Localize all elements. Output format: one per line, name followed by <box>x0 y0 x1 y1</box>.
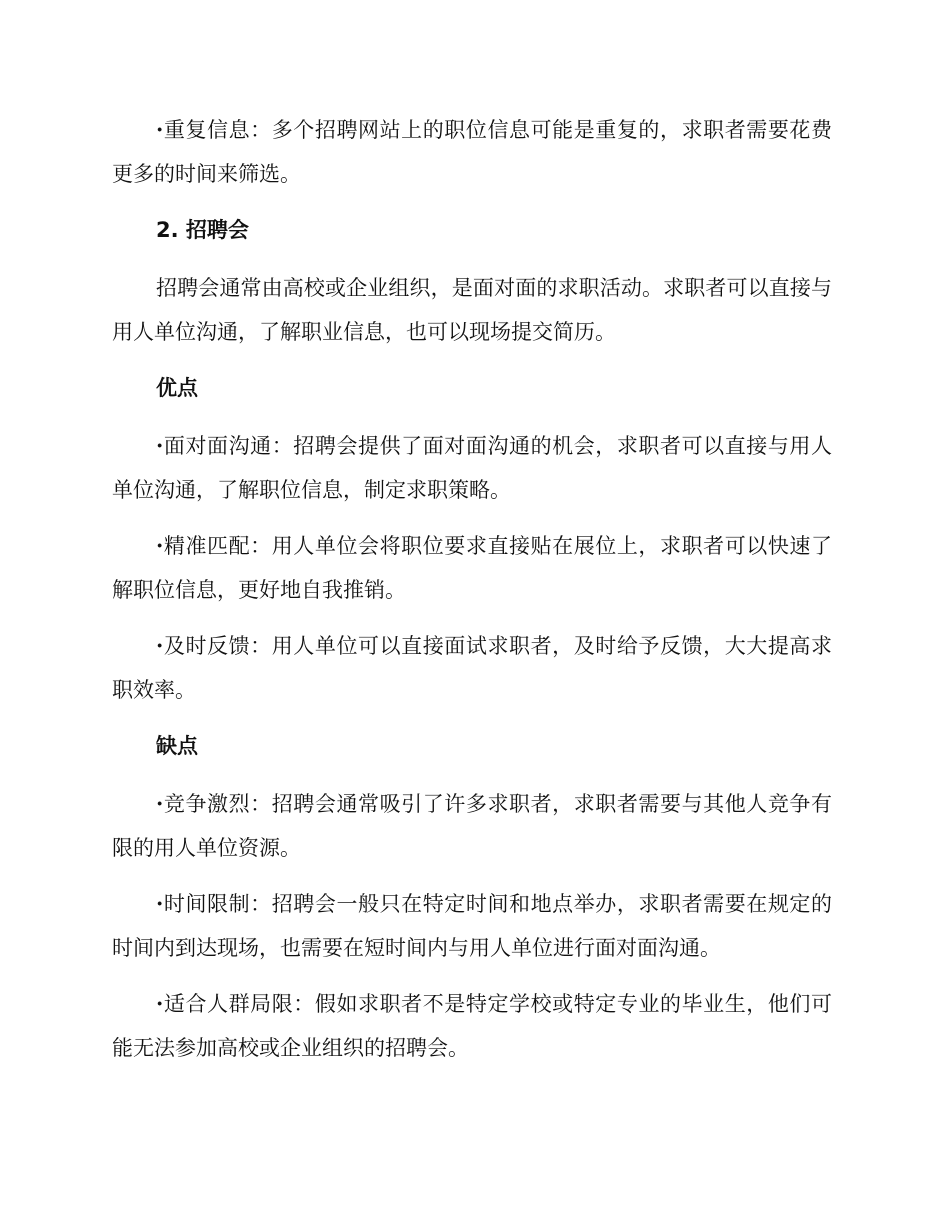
paragraph-text: 招聘会通常由高校或企业组织，是面对面的求职活动。求职者可以直接与用人单位沟通，了解职业信息，也可以现场提交简历。 <box>112 276 832 344</box>
bullet-audience-limit <box>112 982 832 1070</box>
bullet-marker: · <box>156 891 164 916</box>
bullet-marker: · <box>156 533 164 558</box>
bullet-fierce-competition <box>112 782 832 870</box>
document-page <box>112 108 832 1082</box>
paragraph-text: 重复信息：多个招聘网站上的职位信息可能是重复的，求职者需要花费更多的时间来筛选。 <box>112 118 832 186</box>
bullet-face-to-face <box>112 424 832 512</box>
bullet-marker: · <box>156 633 164 658</box>
bullet-duplicate-info <box>112 108 832 196</box>
bullet-marker: · <box>156 791 164 816</box>
paragraph-text: 精准匹配：用人单位会将职位要求直接贴在展位上，求职者可以快速了解职位信息，更好地自我推销。 <box>112 534 832 602</box>
paragraph-text: 面对面沟通：招聘会提供了面对面沟通的机会，求职者可以直接与用人单位沟通，了解职位信息，制定求职策略。 <box>112 434 832 502</box>
bullet-marker: · <box>156 991 164 1016</box>
section-heading-job-fair: 2. 招聘会 <box>156 218 249 242</box>
paragraph-text: 适合人群局限：假如求职者不是特定学校或特定专业的毕业生，他们可能无法参加高校或企业组织的招聘会。 <box>112 992 832 1060</box>
bullet-marker: · <box>156 117 164 142</box>
paragraph-text: 时间限制：招聘会一般只在特定时间和地点举办，求职者需要在规定的时间内到达现场，也需要在短时间内与用人单位进行面对面沟通。 <box>112 892 832 960</box>
bullet-marker: · <box>156 433 164 458</box>
paragraph-text: 竞争激烈：招聘会通常吸引了许多求职者，求职者需要与其他人竞争有限的用人单位资源。 <box>112 792 832 860</box>
job-fair-intro <box>112 266 832 354</box>
section-heading-advantages: 优点 <box>156 376 198 400</box>
bullet-time-limit <box>112 882 832 970</box>
bullet-precise-match <box>112 524 832 612</box>
bullet-timely-feedback <box>112 624 832 712</box>
paragraph-text: 及时反馈：用人单位可以直接面试求职者，及时给予反馈，大大提高求职效率。 <box>112 634 832 702</box>
section-heading-disadvantages: 缺点 <box>156 734 198 758</box>
